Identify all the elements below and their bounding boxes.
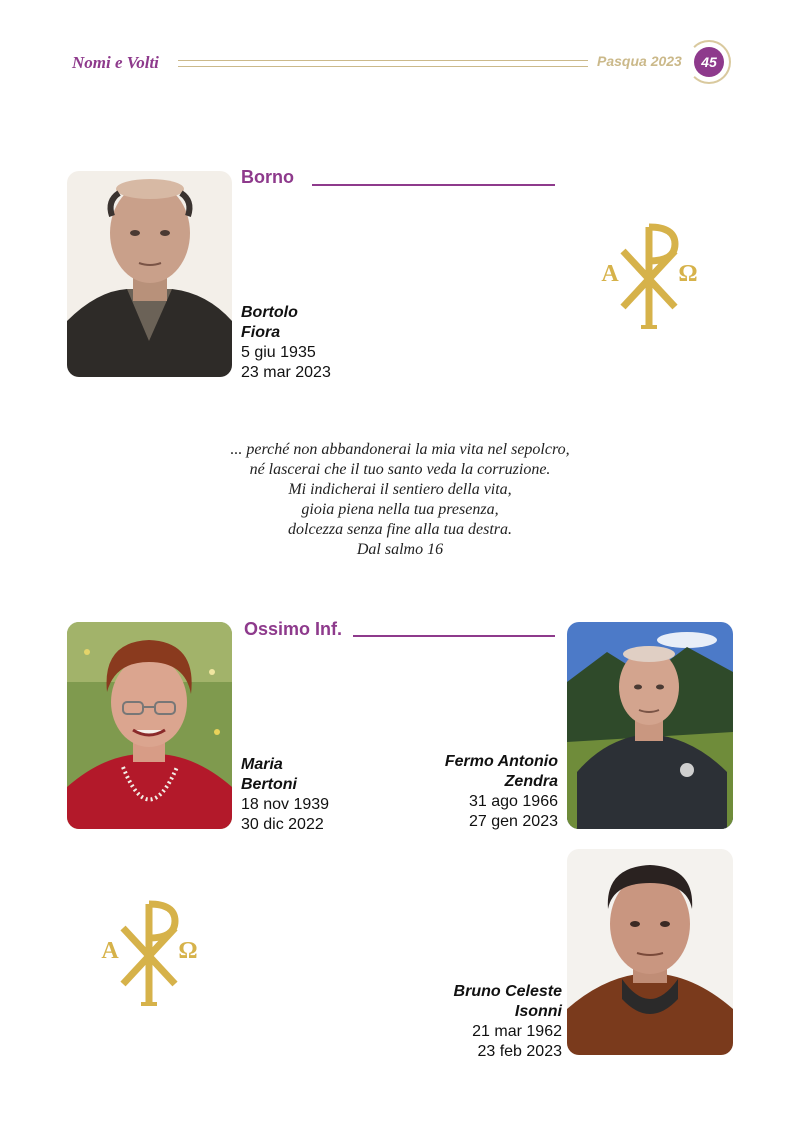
section-underline xyxy=(312,184,555,186)
chi-rho-alpha-omega-icon xyxy=(97,896,201,1006)
chi-rho-alpha-omega-icon xyxy=(597,219,701,329)
person-last-name: Bertoni xyxy=(241,776,297,793)
death-date: 23 feb 2023 xyxy=(477,1043,562,1060)
header-rule xyxy=(178,60,588,67)
birth-date: 18 nov 1939 xyxy=(241,796,330,813)
psalm-quote xyxy=(150,440,650,560)
quote-line: Mi indicherai il sentiero della vita, xyxy=(288,481,512,498)
portrait-photo-bruno-celeste-isonni xyxy=(567,849,733,1055)
omega-glyph: Ω xyxy=(178,938,198,964)
person-last-name: Zendra xyxy=(504,773,558,790)
death-date: 30 dic 2022 xyxy=(241,816,324,833)
quote-line: gioia piena nella tua presenza, xyxy=(301,501,499,518)
section-heading-borno: Borno xyxy=(241,167,294,187)
quote-line: dolcezza senza fine alla tua destra. xyxy=(288,521,512,538)
person-last-name: Isonni xyxy=(514,1003,562,1020)
birth-date: 31 ago 1966 xyxy=(469,793,558,810)
omega-glyph: Ω xyxy=(678,261,698,287)
quote-source: Dal salmo 16 xyxy=(356,541,444,558)
section-heading-ossimo: Ossimo Inf. xyxy=(244,619,343,639)
page-number: 45 xyxy=(694,47,724,77)
alpha-glyph: A xyxy=(601,261,619,287)
death-date: 23 mar 2023 xyxy=(241,364,331,381)
person-first-name: Maria xyxy=(241,756,283,773)
portrait-photo-bortolo-fiora xyxy=(67,171,232,377)
publication-title: Nomi e Volti xyxy=(72,53,159,72)
section-underline xyxy=(353,635,555,637)
portrait-photo-fermo-antonio-zendra xyxy=(567,622,733,829)
portrait-photo-maria-bertoni xyxy=(67,622,232,829)
death-date: 27 gen 2023 xyxy=(469,813,558,830)
person-last-name: Fiora xyxy=(241,324,281,341)
quote-line: né lascerai che il tuo santo veda la corruzione. xyxy=(249,461,551,478)
alpha-glyph: A xyxy=(101,938,119,964)
birth-date: 21 mar 1962 xyxy=(472,1023,562,1040)
person-first-name: Bruno Celeste xyxy=(453,983,562,1000)
person-first-name: Bortolo xyxy=(241,304,298,321)
quote-line: ... perché non abbandonerai la mia vita nel sepolcro, xyxy=(230,441,570,458)
issue-title: Pasqua 2023 xyxy=(597,53,682,69)
person-first-name: Fermo Antonio xyxy=(444,753,558,770)
birth-date: 5 giu 1935 xyxy=(241,344,316,361)
